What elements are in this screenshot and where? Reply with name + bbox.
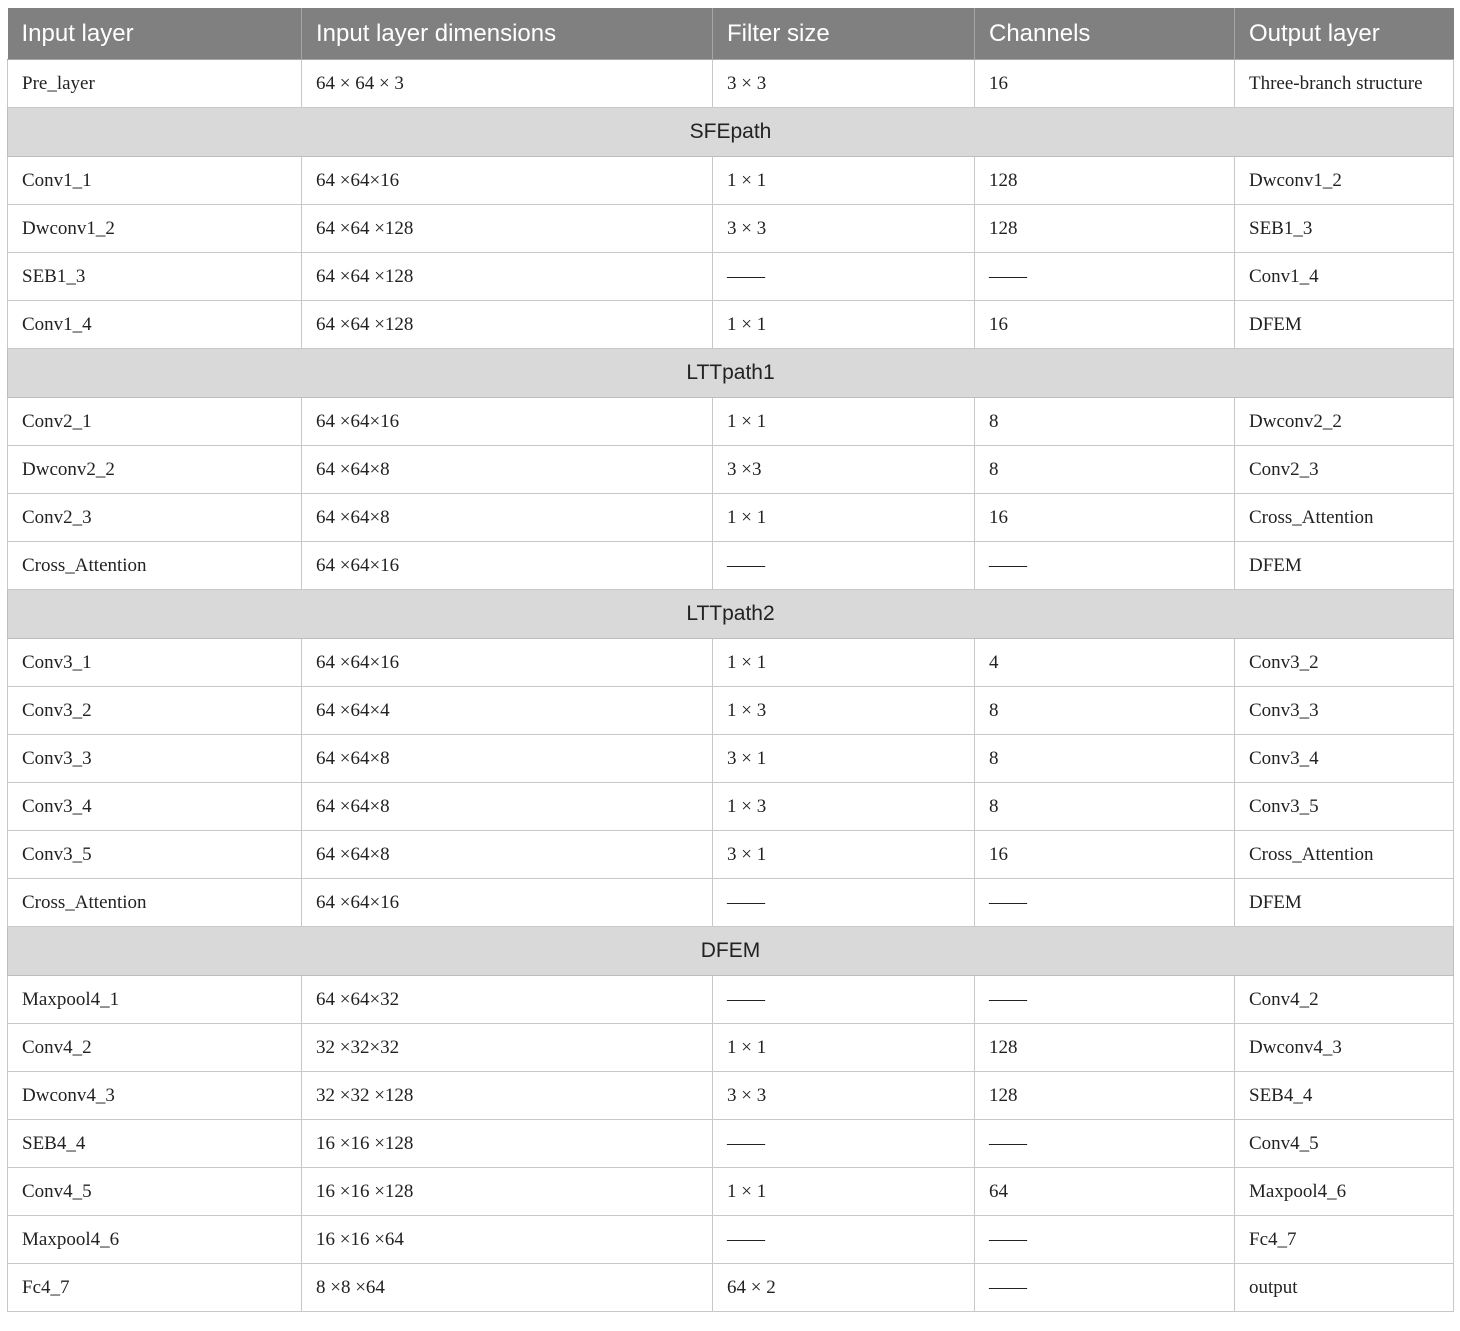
cell-channels: —— <box>975 542 1235 590</box>
cell-input-dimensions: 32 ×32 ×128 <box>302 1072 713 1120</box>
table-body <box>8 60 1454 1312</box>
table-row <box>8 157 1454 205</box>
cell-filter-size: 3 × 1 <box>713 735 975 783</box>
cell-input-dimensions: 64 ×64×4 <box>302 687 713 735</box>
cell-output-layer: Dwconv1_2 <box>1235 157 1454 205</box>
table-row <box>8 1264 1454 1312</box>
section-row <box>8 349 1454 398</box>
cell-output-layer: Cross_Attention <box>1235 494 1454 542</box>
header-input-layer: Input layer <box>8 8 302 60</box>
cell-channels: 16 <box>975 494 1235 542</box>
table-row <box>8 735 1454 783</box>
section-row <box>8 590 1454 639</box>
cell-input-dimensions: 64 ×64×16 <box>302 542 713 590</box>
cell-filter-size: 64 × 2 <box>713 1264 975 1312</box>
cell-input-layer: Conv2_1 <box>8 398 302 446</box>
header-input-layer-dimensions: Input layer dimensions <box>302 8 713 60</box>
table-row <box>8 398 1454 446</box>
cell-filter-size: 1 × 1 <box>713 157 975 205</box>
cell-output-layer: Conv4_2 <box>1235 976 1454 1024</box>
cell-input-layer: Conv4_2 <box>8 1024 302 1072</box>
section-row <box>8 108 1454 157</box>
table-header <box>8 8 1454 60</box>
header-channels: Channels <box>975 8 1235 60</box>
cell-input-dimensions: 64 ×64×16 <box>302 639 713 687</box>
cell-input-layer: Conv3_5 <box>8 831 302 879</box>
table-row <box>8 639 1454 687</box>
section-row <box>8 927 1454 976</box>
table-row <box>8 831 1454 879</box>
table-row <box>8 60 1454 108</box>
cell-channels: 128 <box>975 1072 1235 1120</box>
cell-filter-size: 1 × 1 <box>713 1024 975 1072</box>
table-row <box>8 879 1454 927</box>
cell-output-layer: Conv3_4 <box>1235 735 1454 783</box>
cell-input-layer: Dwconv2_2 <box>8 446 302 494</box>
table-row <box>8 253 1454 301</box>
table-row <box>8 1216 1454 1264</box>
cell-filter-size: 1 × 1 <box>713 1168 975 1216</box>
cell-input-layer: Cross_Attention <box>8 542 302 590</box>
table-row <box>8 542 1454 590</box>
cell-filter-size: 1 × 1 <box>713 301 975 349</box>
cell-input-layer: Conv1_1 <box>8 157 302 205</box>
cell-input-dimensions: 64 ×64×16 <box>302 157 713 205</box>
table-row <box>8 205 1454 253</box>
cell-channels: —— <box>975 879 1235 927</box>
cell-input-layer: Conv1_4 <box>8 301 302 349</box>
cell-filter-size: —— <box>713 1120 975 1168</box>
cell-output-layer: DFEM <box>1235 542 1454 590</box>
cell-filter-size: —— <box>713 253 975 301</box>
cell-channels: 128 <box>975 157 1235 205</box>
cell-input-dimensions: 16 ×16 ×128 <box>302 1168 713 1216</box>
cell-filter-size: 3 × 3 <box>713 1072 975 1120</box>
cell-input-dimensions: 16 ×16 ×64 <box>302 1216 713 1264</box>
cell-input-dimensions: 8 ×8 ×64 <box>302 1264 713 1312</box>
cell-filter-size: 1 × 1 <box>713 639 975 687</box>
header-row <box>8 8 1454 60</box>
cell-filter-size: 1 × 1 <box>713 398 975 446</box>
cell-output-layer: DFEM <box>1235 301 1454 349</box>
cell-filter-size: —— <box>713 976 975 1024</box>
cell-channels: —— <box>975 1120 1235 1168</box>
cell-filter-size: —— <box>713 879 975 927</box>
cell-input-dimensions: 64 ×64 ×128 <box>302 301 713 349</box>
cell-input-layer: SEB4_4 <box>8 1120 302 1168</box>
cell-input-dimensions: 64 ×64 ×128 <box>302 253 713 301</box>
cell-output-layer: Conv2_3 <box>1235 446 1454 494</box>
cell-channels: 4 <box>975 639 1235 687</box>
cell-output-layer: SEB1_3 <box>1235 205 1454 253</box>
table-row <box>8 1168 1454 1216</box>
cell-input-layer: Conv2_3 <box>8 494 302 542</box>
cell-input-layer: Pre_layer <box>8 60 302 108</box>
cell-input-dimensions: 64 ×64×32 <box>302 976 713 1024</box>
cell-input-layer: Conv3_2 <box>8 687 302 735</box>
cell-input-dimensions: 64 ×64×8 <box>302 783 713 831</box>
cell-input-dimensions: 64 ×64×16 <box>302 398 713 446</box>
table-row <box>8 1024 1454 1072</box>
header-output-layer: Output layer <box>1235 8 1454 60</box>
cell-output-layer: Conv4_5 <box>1235 1120 1454 1168</box>
cell-filter-size: 1 × 3 <box>713 687 975 735</box>
cell-output-layer: SEB4_4 <box>1235 1072 1454 1120</box>
table-row <box>8 446 1454 494</box>
cell-filter-size: 1 × 3 <box>713 783 975 831</box>
cell-output-layer: output <box>1235 1264 1454 1312</box>
table-row <box>8 687 1454 735</box>
cell-channels: 64 <box>975 1168 1235 1216</box>
cell-input-layer: Conv3_4 <box>8 783 302 831</box>
cell-filter-size: 3 × 1 <box>713 831 975 879</box>
cell-input-dimensions: 64 ×64 ×128 <box>302 205 713 253</box>
cell-output-layer: Conv3_5 <box>1235 783 1454 831</box>
table-row <box>8 783 1454 831</box>
cell-output-layer: DFEM <box>1235 879 1454 927</box>
cell-channels: —— <box>975 253 1235 301</box>
cell-input-layer: Conv4_5 <box>8 1168 302 1216</box>
cell-channels: 8 <box>975 398 1235 446</box>
cell-channels: 16 <box>975 831 1235 879</box>
cell-input-layer: Conv3_1 <box>8 639 302 687</box>
cell-input-dimensions: 64 ×64×8 <box>302 831 713 879</box>
cell-output-layer: Conv3_3 <box>1235 687 1454 735</box>
cell-input-layer: Cross_Attention <box>8 879 302 927</box>
section-label: LTTpath2 <box>8 590 1454 639</box>
cell-filter-size: —— <box>713 542 975 590</box>
cell-output-layer: Dwconv4_3 <box>1235 1024 1454 1072</box>
cell-channels: 8 <box>975 735 1235 783</box>
layer-structure-table <box>7 8 1454 1312</box>
table-row <box>8 494 1454 542</box>
cell-input-layer: Dwconv1_2 <box>8 205 302 253</box>
cell-output-layer: Cross_Attention <box>1235 831 1454 879</box>
cell-output-layer: Conv3_2 <box>1235 639 1454 687</box>
table-row <box>8 1120 1454 1168</box>
cell-input-layer: Conv3_3 <box>8 735 302 783</box>
cell-output-layer: Conv1_4 <box>1235 253 1454 301</box>
cell-output-layer: Maxpool4_6 <box>1235 1168 1454 1216</box>
cell-input-dimensions: 32 ×32×32 <box>302 1024 713 1072</box>
cell-filter-size: —— <box>713 1216 975 1264</box>
cell-channels: 16 <box>975 60 1235 108</box>
table-row <box>8 1072 1454 1120</box>
cell-filter-size: 1 × 1 <box>713 494 975 542</box>
cell-input-dimensions: 64 ×64×16 <box>302 879 713 927</box>
cell-input-layer: Maxpool4_6 <box>8 1216 302 1264</box>
cell-channels: 8 <box>975 446 1235 494</box>
cell-filter-size: 3 × 3 <box>713 60 975 108</box>
cell-input-dimensions: 64 ×64×8 <box>302 494 713 542</box>
cell-input-layer: Maxpool4_1 <box>8 976 302 1024</box>
cell-channels: 128 <box>975 1024 1235 1072</box>
table-row <box>8 301 1454 349</box>
cell-input-dimensions: 16 ×16 ×128 <box>302 1120 713 1168</box>
cell-channels: —— <box>975 1216 1235 1264</box>
cell-input-dimensions: 64 × 64 × 3 <box>302 60 713 108</box>
section-label: LTTpath1 <box>8 349 1454 398</box>
cell-input-layer: SEB1_3 <box>8 253 302 301</box>
header-filter-size: Filter size <box>713 8 975 60</box>
cell-channels: —— <box>975 1264 1235 1312</box>
cell-channels: —— <box>975 976 1235 1024</box>
cell-input-layer: Fc4_7 <box>8 1264 302 1312</box>
section-label: DFEM <box>8 927 1454 976</box>
cell-filter-size: 3 × 3 <box>713 205 975 253</box>
cell-input-dimensions: 64 ×64×8 <box>302 735 713 783</box>
cell-output-layer: Fc4_7 <box>1235 1216 1454 1264</box>
cell-channels: 16 <box>975 301 1235 349</box>
cell-filter-size: 3 ×3 <box>713 446 975 494</box>
cell-input-dimensions: 64 ×64×8 <box>302 446 713 494</box>
cell-output-layer: Dwconv2_2 <box>1235 398 1454 446</box>
cell-channels: 8 <box>975 783 1235 831</box>
section-label: SFEpath <box>8 108 1454 157</box>
cell-channels: 8 <box>975 687 1235 735</box>
cell-output-layer: Three-branch structure <box>1235 60 1454 108</box>
cell-channels: 128 <box>975 205 1235 253</box>
cell-input-layer: Dwconv4_3 <box>8 1072 302 1120</box>
table-row <box>8 976 1454 1024</box>
